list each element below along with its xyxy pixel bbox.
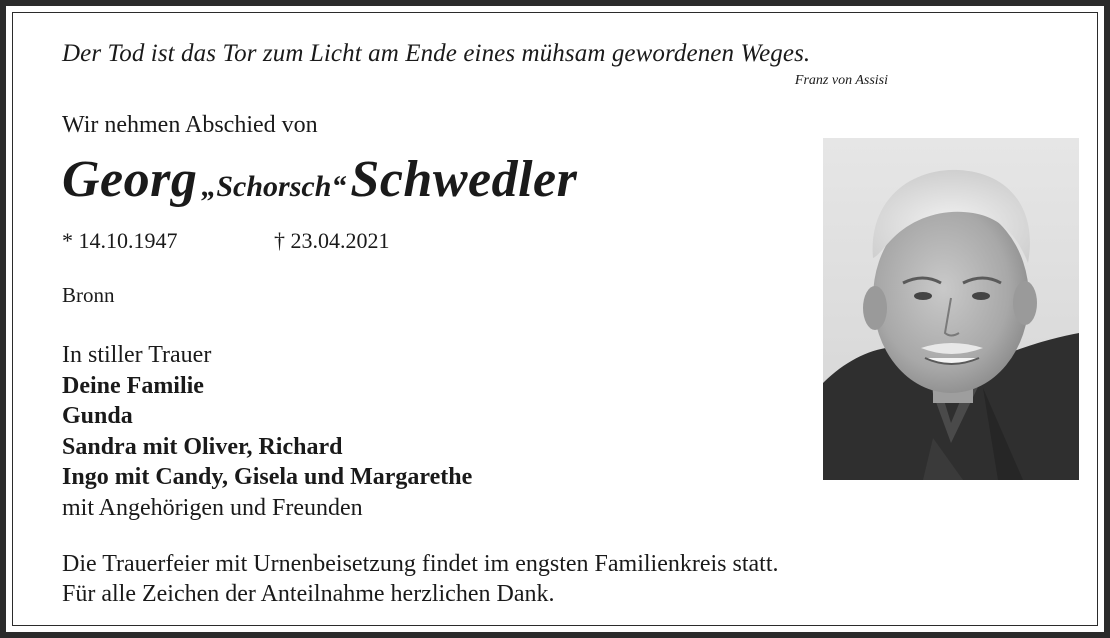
place-of-residence: Bronn — [62, 283, 115, 307]
mourner-line: Sandra mit Oliver, Richard — [62, 433, 343, 460]
mourner-line: Deine Familie — [62, 372, 204, 399]
mourners-block — [62, 340, 472, 523]
intro-text: Wir nehmen Abschied von — [62, 112, 318, 138]
portrait-photo — [823, 138, 1079, 480]
quote-text: Der Tod ist das Tor zum Licht am Ende eines mühsam gewordenen Weges. — [62, 40, 811, 67]
mourner-line: Ingo mit Candy, Gisela und Margarethe — [62, 464, 473, 490]
last-name: Schwedler — [350, 151, 578, 208]
portrait-image — [823, 138, 1079, 480]
nickname: „Schorsch“ — [201, 170, 347, 203]
deceased-name — [62, 150, 577, 209]
birth-date: * 14.10.1947 — [62, 228, 178, 253]
mourners-intro: In stiller Trauer — [62, 342, 212, 368]
mourner-line: Gunda — [62, 403, 133, 429]
closing-text — [62, 549, 779, 609]
mourners-outro: mit Angehörigen und Freunden — [62, 494, 363, 521]
quote-author: Franz von Assisi — [794, 73, 888, 88]
closing-line-2: Für alle Zeichen der Anteilnahme herzlichen Dank. — [62, 581, 555, 607]
first-name: Georg — [62, 151, 198, 208]
closing-line-1: Die Trauerfeier mit Urnenbeisetzung findet im engsten Familienkreis statt. — [62, 551, 779, 577]
death-date: † 23.04.2021 — [274, 228, 390, 253]
